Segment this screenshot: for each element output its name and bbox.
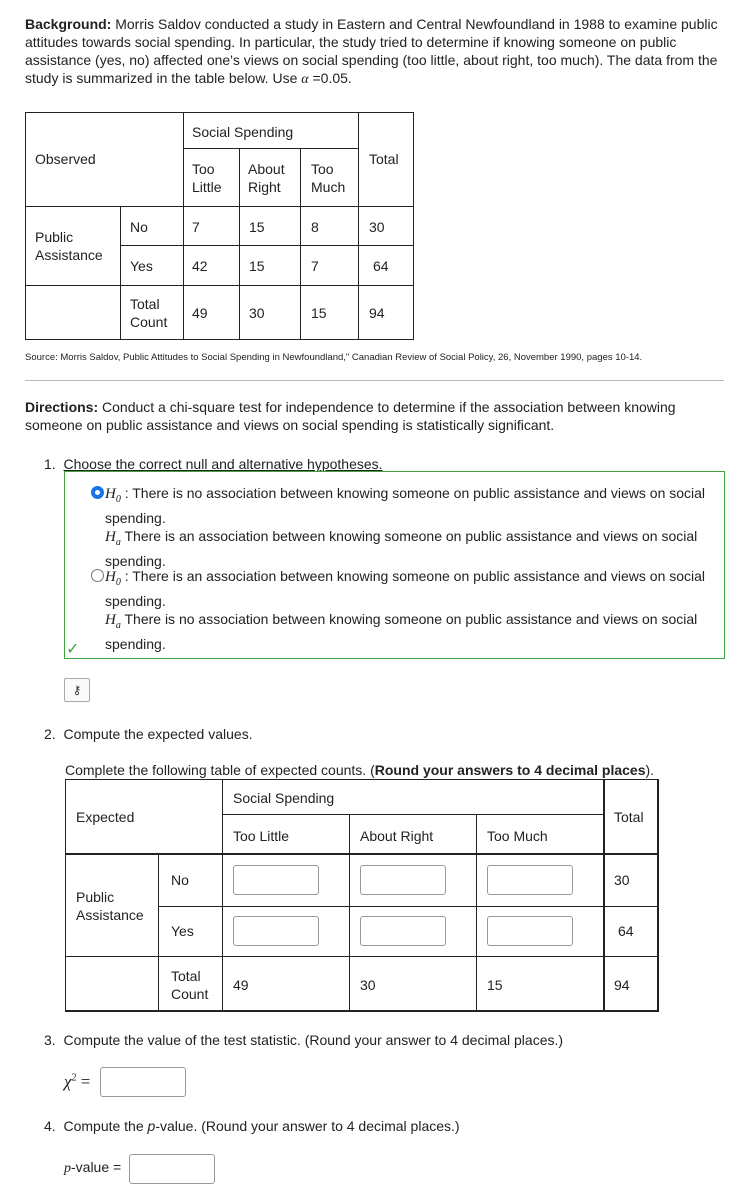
question-3-heading: 3. Compute the value of the test statistic. (Round your answer to 4 decimal places.) <box>44 1032 564 1048</box>
option-1[interactable]: $H_0$ : There is no association between knowing someone on public assistance and views on social spending. $H_a$ There is an association between knowing someone on public assistance and views on social spending. <box>105 485 706 569</box>
observed-row-total: 94 <box>369 305 385 321</box>
observed-col-too-little: Too Little <box>192 161 222 195</box>
expected-input-yes-too-little[interactable] <box>233 916 319 946</box>
directions-label: Directions: <box>25 399 99 415</box>
option-1-radio[interactable] <box>91 486 104 499</box>
observed-cell: 30 <box>249 305 265 321</box>
observed-table <box>25 112 414 340</box>
option-2[interactable]: $H_0$ : There is an association between knowing someone on public assistance and views on social spending. $H_a$ There is no association between knowing someone on public assistance and views on social spending. <box>105 568 706 652</box>
observed-total-header: Total <box>369 151 399 167</box>
observed-row-total: 64 <box>373 258 389 274</box>
expected-row-group: Public Assistance <box>76 889 144 923</box>
expected-cell: 49 <box>233 977 249 993</box>
expected-input-yes-about-right[interactable] <box>360 916 446 946</box>
observed-corner: Observed <box>35 151 96 167</box>
expected-col-too-much: Too Much <box>487 828 548 844</box>
background-text: Morris Saldov conducted a study in Eastern and Central Newfoundland in 1988 to examine public attitudes towards social spending. In particular, the study tried to determine if knowing someone on public assistance (yes, no) affected one's views on social spending (too little, about right, too much). The data from the study is summarized in the table below. Use <box>25 16 718 86</box>
observed-row-label: Total Count <box>130 296 168 330</box>
expected-total-header: Total <box>614 809 644 825</box>
question-1-heading <box>44 456 383 472</box>
observed-cell: 7 <box>192 219 200 235</box>
expected-cell: 15 <box>487 977 503 993</box>
expected-row-label: Yes <box>171 923 194 939</box>
chi-square-input[interactable] <box>100 1067 186 1097</box>
observed-col-too-much: Too Much <box>311 161 346 195</box>
expected-cell: 30 <box>360 977 376 993</box>
observed-row-label: Yes <box>130 258 153 274</box>
divider <box>25 380 724 381</box>
observed-cell: 15 <box>311 305 327 321</box>
expected-input-no-too-little[interactable] <box>233 865 319 895</box>
source-citation: Source: Morris Saldov, Public Attitudes to Social Spending in Newfoundland," Canadian Review of Social Policy, 26, November 1990, pages 10-14. <box>25 352 643 363</box>
expected-col-too-little: Too Little <box>233 828 290 844</box>
correct-check-icon: ✓ <box>66 641 80 658</box>
observed-cell: 15 <box>249 219 265 235</box>
expected-row-total: 94 <box>614 977 630 993</box>
observed-col-about-right: About Right <box>248 161 285 195</box>
observed-cell: 15 <box>249 258 265 274</box>
question-2-heading: 2. Compute the expected values. <box>44 726 253 742</box>
expected-corner: Expected <box>76 809 135 825</box>
expected-row-total: 30 <box>614 872 630 888</box>
q2-instruction: Complete the following table of expected counts. (Round your answers to 4 decimal places). <box>65 762 655 778</box>
expected-table <box>65 779 659 1012</box>
expected-row-label: Total Count <box>171 968 209 1002</box>
background-label: Background: <box>25 16 112 32</box>
alpha-symbol: α <box>301 72 309 87</box>
alpha-value: =0.05. <box>308 70 352 86</box>
p-value-input[interactable] <box>129 1154 215 1184</box>
p-value-label: p-value = <box>64 1159 122 1176</box>
observed-row-group: Public Assistance <box>35 229 103 263</box>
expected-input-no-about-right[interactable] <box>360 865 446 895</box>
question-4-heading: 4. Compute the p-value. (Round your answer to 4 decimal places.) <box>44 1118 460 1134</box>
question-1-label: Choose the correct null and alternative hypotheses. <box>63 456 383 472</box>
q1-answer-box <box>64 471 725 659</box>
observed-group-header: Social Spending <box>192 124 294 140</box>
observed-row-total: 30 <box>369 219 385 235</box>
directions-text: Conduct a chi-square test for independence to determine if the association between knowing someone on public assistance and views on social spending is statistically significant. <box>25 399 676 433</box>
expected-col-about-right: About Right <box>360 828 434 844</box>
expected-row-label: No <box>171 872 189 888</box>
background-paragraph <box>25 15 725 89</box>
question-number: 1. <box>44 456 56 472</box>
observed-cell: 42 <box>192 258 208 274</box>
directions-paragraph <box>25 398 725 434</box>
expected-input-no-too-much[interactable] <box>487 865 573 895</box>
key-icon[interactable]: ⚷ <box>64 678 90 702</box>
option-2-radio[interactable] <box>91 569 104 582</box>
observed-cell: 8 <box>311 219 319 235</box>
observed-cell: 49 <box>192 305 208 321</box>
expected-input-yes-too-much[interactable] <box>487 916 573 946</box>
observed-cell: 7 <box>311 258 319 274</box>
expected-row-total: 64 <box>618 923 634 939</box>
chi-square-label: $\chi^2$ = <box>64 1072 91 1091</box>
observed-row-label: No <box>130 219 148 235</box>
expected-group-header: Social Spending <box>233 790 335 806</box>
